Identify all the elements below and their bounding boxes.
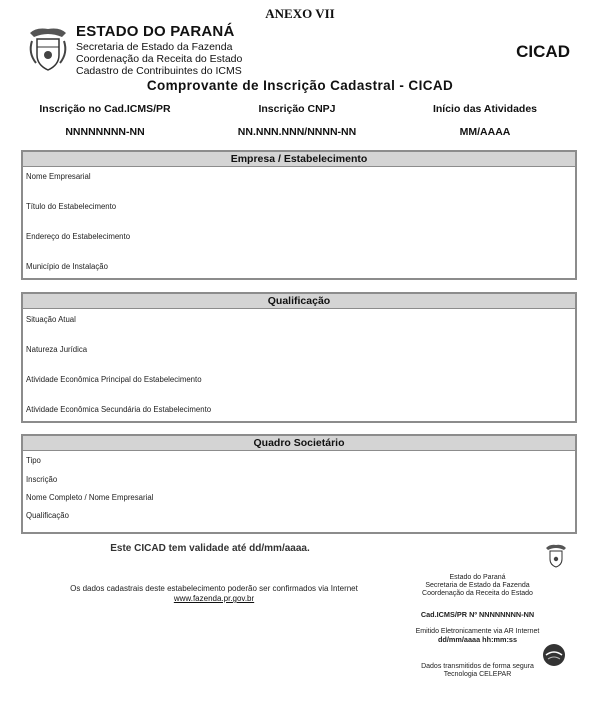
field-tipo: Tipo [26,456,41,465]
tech-note: Tecnologia CELEPAR [443,671,512,678]
header-line-3: Cadastro de Contribuintes do ICMS [76,65,242,77]
field-atividade-principal: Atividade Econômica Principal do Estabelecimento [26,375,202,384]
field-municipio: Município de Instalação [26,262,108,271]
section-empresa [21,150,577,280]
annex-title: ANEXO VII [265,6,335,21]
section-qualificacao [21,292,577,423]
section-title: Quadro Societário [23,436,575,451]
authority-block [380,574,575,598]
header-line-1: Secretaria de Estado da Fazenda [76,41,233,53]
start-activities-value: MM/AAAA [459,126,511,138]
emitted-datetime: dd/mm/aaaa hh:mm:ss [437,635,518,644]
confirm-text: Os dados cadastrais deste estabelecimento poderão ser confirmados via Internet [70,584,358,593]
field-nome-empresarial: Nome Empresarial [26,172,91,181]
authority-line-2: Secretaria de Estado da Fazenda [425,582,530,589]
cad-icms-value: NNNNNNNN-NN [65,126,145,138]
authority-cad-line: Cad.ICMS/PR Nº NNNNNNNN-NN [420,610,535,619]
field-atividade-secundaria: Atividade Econômica Secundária do Estabelecimento [26,405,212,414]
emitted-note: Emitido Eletronicamente via AR Internet [415,628,540,635]
field-situacao: Situação Atual [26,315,76,324]
cad-icms-label: Inscrição no Cad.ICMS/PR [39,103,171,115]
transmitted-note: Dados transmitidos de forma segura [421,663,534,670]
start-activities-label: Início das Atividades [432,103,538,115]
field-endereco: Endereço do Estabelecimento [26,232,131,241]
confirm-note [30,584,398,604]
field-nome-completo: Nome Completo / Nome Empresarial [26,493,154,502]
cnpj-value: NN.NNN.NNN/NNNN-NN [237,126,357,138]
section-title: Empresa / Estabelecimento [23,152,575,167]
field-natureza: Natureza Jurídica [26,345,88,354]
state-crest-icon [26,25,70,73]
section-quadro-societario [21,434,577,534]
validity-note: Este CICAD tem validade até dd/mm/aaaa. [110,543,310,554]
field-qualificacao: Qualificação [26,511,69,520]
authority-line-1: Estado do Paraná [449,574,506,581]
cnpj-label: Inscrição CNPJ [258,103,336,115]
section-title: Qualificação [23,294,575,309]
field-titulo: Título do Estabelecimento [26,202,117,211]
cicad-badge: CICAD [516,42,570,61]
state-name: ESTADO DO PARANÁ [76,23,235,40]
fazenda-link[interactable]: www.fazenda.pr.gov.br [173,594,255,603]
state-crest-small-icon [544,543,568,569]
authority-line-3: Coordenação da Receita do Estado [422,590,533,597]
header-line-2: Coordenação da Receita do Estado [76,53,243,65]
field-inscricao: Inscrição [26,475,58,484]
document-subtitle: Comprovante de Inscrição Cadastral - CICAD [146,78,454,93]
